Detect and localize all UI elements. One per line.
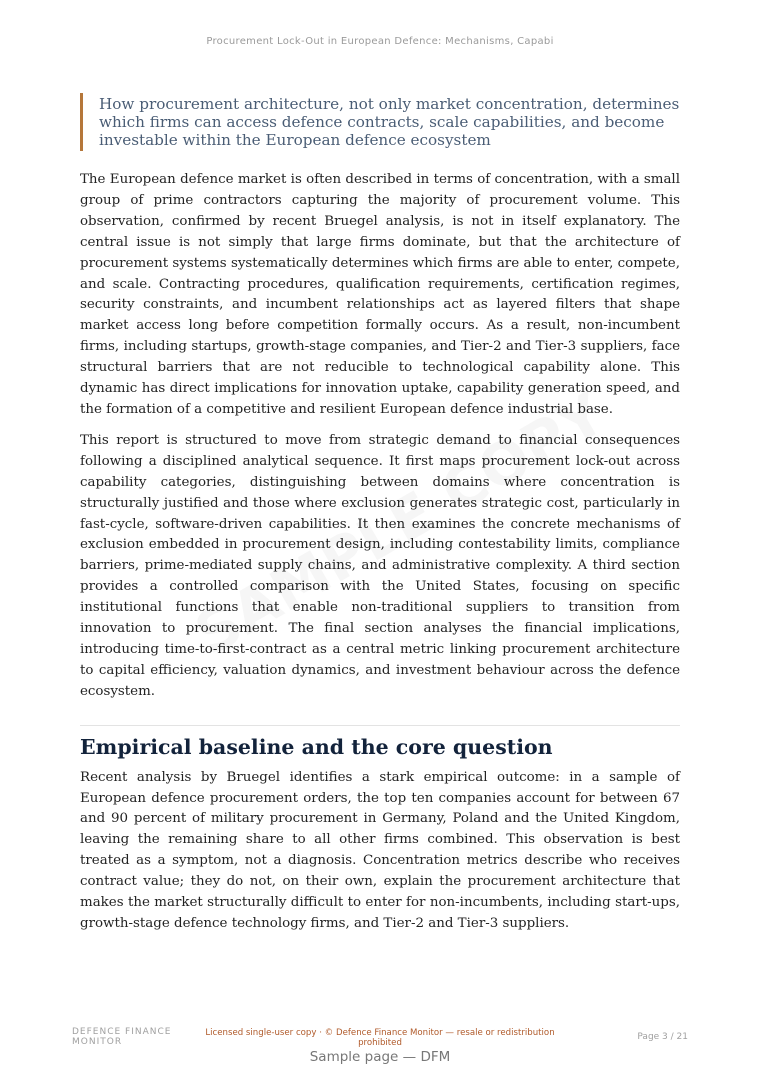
- body-paragraph: This report is structured to move from strategic demand to financial consequences following a disciplined analytical sequence. It first maps procurement lock-out across capability categories, distinguishing between domains where concentration is structurally justified and those where exclusion generates strategic cost, particularly in fast-cycle, software-driven capabilities. It then examines the concrete mechanisms of exclusion embedded in procurement design, including contestability limits, compliance barriers, prime-mediated supply chains, and administrative complexity. A third section provides a controlled comparison with the United States, focusing on specific institutional functions that enable non-traditional suppliers to transition from innovation to procurement. The final section analyses the financial implications, introducing time-to-first-contract as a central metric linking procurement architecture to capital efficiency, valuation dynamics, and investment behaviour across the defence ecosystem.: [80, 432, 680, 699]
- page-content: [80, 93, 680, 945]
- page-number: Page 3 / 21: [637, 1032, 688, 1042]
- section-paragraph: Recent analysis by Bruegel identifies a stark empirical outcome: in a sample of European defence procurement orders, the top ten companies account for between 67 and 90 percent of military procurement in Germany, Poland and the United Kingdom, leaving the remaining share to all other firms combined. This observation is best treated as a symptom, not a diagnosis. Concentration metrics describe who receives contract value; they do not, on their own, explain the procurement architecture that makes the market structurally difficult to enter for non-incumbents, including start-ups, growth-stage defence technology firms, and Tier-2 and Tier-3 suppliers.: [80, 769, 680, 931]
- section-divider: [80, 725, 680, 726]
- body-paragraph: The European defence market is often described in terms of concentration, with a small group of prime contractors capturing the majority of procurement volume. This observation, confirmed by recent Bruegel analysis, is not in itself explanatory. The central issue is not simply that large firms dominate, but that the architecture of procurement systems systematically determines which firms are able to enter, compete, and scale. Contracting procedures, qualification requirements, certification regimes, security constraints, and incumbent relationships act as layered filters that shape market access long before competition formally occurs. As a result, non-incumbent firms, including startups, growth-stage companies, and Tier-2 and Tier-3 suppliers, face structural barriers that are not reducible to technological capability alone. This dynamic has direct implications for innovation uptake, capability generation speed, and the formation of a competitive and resilient European defence industrial base.: [80, 172, 680, 417]
- running-header: Procurement Lock-Out in European Defence: Mechanisms, Capabi: [206, 36, 554, 47]
- footer-brand-line: DEFENCE FINANCE: [72, 1027, 172, 1037]
- subtitle: How procurement architecture, not only market concentration, determines which firms can access defence contracts, scale capabilities, and become investable within the European defence ecosystem: [99, 95, 680, 149]
- footer-license: Licensed single-user copy · © Defence Finance Monitor — resale or redistribution prohibited: [205, 1028, 555, 1048]
- footer-brand-line: MONITOR: [72, 1037, 123, 1047]
- footer-brand: [72, 1027, 192, 1047]
- sample-label: Sample page — DFM: [309, 1049, 451, 1065]
- section-heading: Empirical baseline and the core question: [80, 734, 553, 759]
- subtitle-block: [80, 93, 680, 151]
